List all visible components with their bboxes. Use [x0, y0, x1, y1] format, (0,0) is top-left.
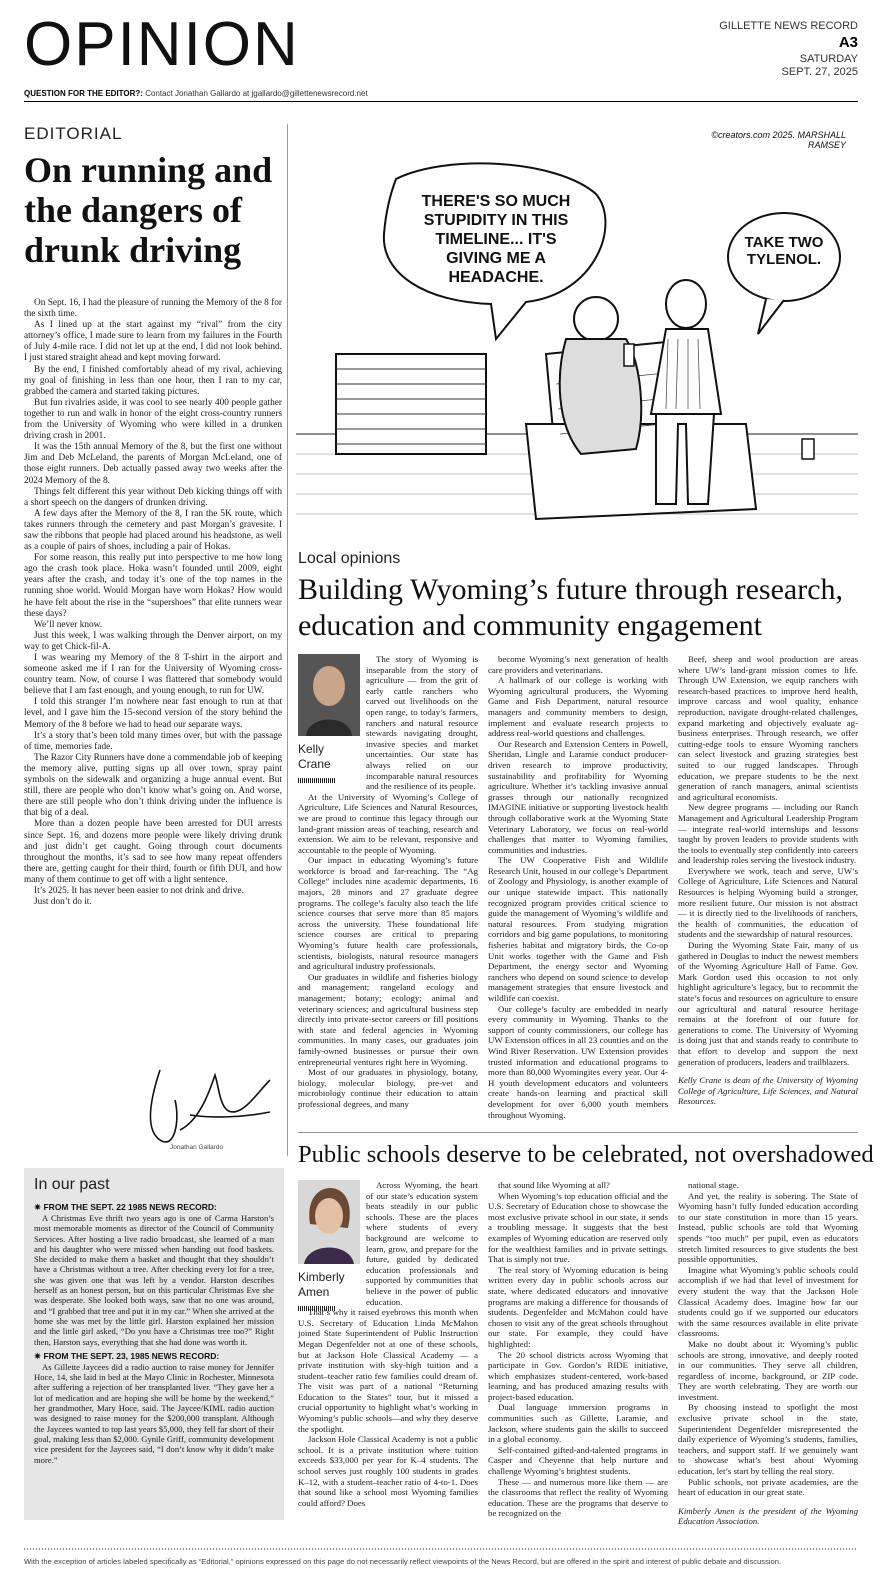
- disclaimer: With the exception of articles labeled specifically as “Editorial,” opinions expressed on this page do not necessarily reflect viewpoints of the News Record, but are offered in the spirit and interest of public debate and discussion.: [24, 1557, 782, 1566]
- paragraph: But fun rivalries aside, it was cool to see nearly 400 people gather together to run and walk in honor of the eight cross-country runners from the University of Wyoming who were killed in a drunken driving crash in 2001.: [24, 397, 282, 442]
- editorial-headline: On running and the dangers of drunk driving: [24, 150, 273, 270]
- paragraph: By the end, I finished comfortably ahead of my rival, achieving my goal of finishing in less than one hour, then I ran to my car, grabbed the camera and started taking pictures.: [24, 364, 282, 397]
- author-first-name: Kelly: [298, 742, 325, 756]
- paragraph: Our Research and Extension Centers in Powell, Sheridan, Lingle and Laramie conduct producer-driven research to improve productivity, sustainability and profitability for Wyoming agriculture. Whether it’s tackling invasive annual grasses through our nationally recognized IMAGINE initiative or supporting livestock health through collaborative work at the Wyoming State Veterinary Laboratory, we focus on real-world challenges that matter to Wyoming families, communities and industries.: [488, 738, 668, 855]
- cartoon-bubble-right: TAKE TWO TYLENOL.: [744, 234, 824, 268]
- paragraph: Public schools, not private academies, are the heart of education in our great state.: [678, 1476, 858, 1498]
- paragraph: Our college’s faculty are embedded in nearly every community in Wyoming. Thanks to the support of county commissioners, our college has UW Extension offices in all 23 counties and on the Wind River Reservation. UW Extension provides trusted information and educational programs to more than 80,000 Wyomingites every year. Our 4-H youth development educators and volunteers create hands-on learning and practical skill development for over 6,000 youth members throughout Wyoming.: [488, 1003, 668, 1120]
- paragraph: More than a dozen people have been arrested for DUI arrests since Sept. 16, and dozens more people were likely driving drunk and just didn’t get caught. Going through court documents throughout the months, it’s sad to see how many repeat offenders there are, getting caught for their third, fourth or fifth DUI, and how many of them continue to get off with a light sentence.: [24, 819, 282, 885]
- paragraph: We’ll never know.: [34, 619, 103, 630]
- cartoon-drawing: [296, 124, 858, 532]
- local-opinions-kicker: Local opinions: [298, 550, 401, 567]
- paragraph: Dual language immersion programs in communities such as Gillette, Laramie, and Jackson, where students gain the skills to succeed in a global economy.: [488, 1402, 668, 1445]
- paragraph: At the University of Wyoming’s College of Agriculture, Life Sciences and Natural Resources, we are proud to continue this legacy through our land-grant mission areas of teaching, research and extension. We aim to be relevant, responsive and accountable to the people of Wyoming.: [298, 791, 478, 855]
- paragraph: As I lined up at the start against my “rival” from the city attorney’s office, I made sure to learn from my failures in the Fourth of July 4-mile race. I did not let up at the end, I did not look behind. I just stared straight ahead and kept moving forward.: [24, 320, 282, 364]
- schools-headline: Public schools deserve to be celebrated, not overshadowed: [298, 1141, 874, 1168]
- paper-info: [719, 20, 858, 80]
- editorial-body: [24, 298, 282, 908]
- paragraph: Across Wyoming, the heart of our state’s education system beats steadily in our public schools. These are the places where students of every background are welcome to learn, grow, and prepare for the future, guided by dedicated education professionals and supported by communities that believe in the power of public education.: [366, 1180, 478, 1307]
- paper-name: GILLETTE NEWS RECORD: [719, 20, 858, 32]
- in-our-past-title: In our past: [34, 1176, 110, 1193]
- author-first-name: Kimberly: [298, 1270, 345, 1284]
- local-opinion-column-3: [678, 654, 858, 1107]
- paragraph: New degree programs — including our Ranch Management and Agricultural Leadership Program — integrate real-world internships and lessons taught by proven leaders to provide students with the tools to eventually step confidently into careers and leadership roles serving the livestock industry.: [678, 802, 858, 866]
- editorial-cartoon: [296, 124, 858, 532]
- schools-column-2: [488, 1180, 668, 1519]
- paragraph: Self-contained gifted-and-talented programs in Casper and Cheyenne that help nurture and challenge Wyoming’s brightest students.: [488, 1444, 668, 1477]
- paragraph: Our graduates in wildlife and fisheries biology and management; rangeland ecology and management; botany; ecology; animal and veterinary sciences; and agricultural business step directly into private-sector careers or fill positions with state and federal agencies in Wyoming communities. In many cases, our graduates join family-owned businesses or pursue their own entrepreneurial ventures right here in Wyoming.: [298, 971, 478, 1067]
- paragraph: By choosing instead to spotlight the most exclusive private school in the state, Superintendent Degenfelder misrepresented the daily experience of Wyoming’s students, families, teachers, and support staff. If we genuinely want to showcase what’s best about Wyoming education, let’s start by telling the real story.: [678, 1402, 858, 1477]
- paragraph: Just don’t do it.: [34, 897, 92, 908]
- paragraph: that sound like Wyoming at all?: [498, 1180, 610, 1190]
- contact-label: QUESTION FOR THE EDITOR?:: [24, 89, 143, 98]
- author-last-name: Amen: [298, 1285, 330, 1299]
- issue-day: SATURDAY: [799, 52, 858, 65]
- paragraph: I told this stranger I’m nowhere near fast enough to run at that level, and I gave him the 15-second version of the story behind the Memory of the 8 before we had to head our separate ways.: [24, 697, 282, 730]
- paragraph: A hallmark of our college is working with Wyoming agricultural producers, the Wyoming Game and Fish Department, natural resource managers and community members to design, implement and evaluate research projects to address real-world questions and challenges.: [488, 675, 668, 739]
- schools-column-1: [298, 1180, 478, 1508]
- paragraph: The story of Wyoming is inseparable from the story of agriculture — from the grit of early cattle ranchers who carved out livelihoods on the open range, to today’s farmers, ranchers and natural resource stewards navigating drought, invasive species and market uncertainties. Our state has always relied on our incomparable natural resources and the resilience of its people.: [366, 654, 478, 792]
- paragraph: A few days after the Memory of the 8, I ran the 5K route, which takes runners through the cemetery and past Morgan’s gravesite. I saw the ribbons that people had placed around his headstone, as well as a couple of pairs of shoes, including a pair of Hokas.: [24, 508, 282, 553]
- local-opinions-headline: Building Wyoming’s future through research, education and community engagement: [298, 573, 844, 642]
- signature: [120, 1060, 280, 1158]
- author-tagline: Kimberly Amen is the president of the Wyoming Education Association.: [678, 1505, 858, 1527]
- past-entry-heading: ✷ FROM THE SEPT. 23, 1985 NEWS RECORD:: [34, 1350, 220, 1361]
- paragraph: That’s why it raised eyebrows this month when U.S. Secretary of Education Linda McMahon joined State Superintendent of Public Instruction Megan Degenfelder not at one of these schools, but at Jackson Hole Classical Academy — a private institution with sky-high tuition and a student–teacher ratio few families could dream of. The visit was part of a national “Returning Education to the States” tour, but it missed a crucial opportunity to highlight what’s working in Wyoming’s public schools—and why they deserve the spotlight.: [298, 1307, 478, 1434]
- cartoon-credit: ©creators.com 2025. MARSHALL RAMSEY: [711, 130, 846, 150]
- paragraph: The real story of Wyoming education is being written every day in public schools across our state, where dedicated educators and innovative programs are making a difference for thousands of students. Degenfelder and McMahon could have chosen to visit any of the great schools throughout our state. For example, they could have highlighted:: [488, 1264, 668, 1349]
- issue-date: SEPT. 27, 2025: [781, 66, 858, 79]
- schools-column-3: [678, 1180, 858, 1527]
- masthead-rule: [24, 101, 858, 102]
- local-opinion-column-1: [298, 654, 478, 1110]
- section-rule: [298, 1132, 858, 1133]
- paragraph: And yet, the reality is sobering. The State of Wyoming hasn’t fully funded education according to our state constitution in more than 15 years. Instead, public schools are told that Wyoming spends “too much” per pupil, even as educators stretch limited resources to give students the best possible opportunities.: [678, 1190, 858, 1265]
- column-divider: [287, 124, 288, 1156]
- local-opinion-column-2: [488, 654, 668, 1120]
- footer-rule: [24, 1548, 858, 1550]
- past-entry-heading: ✷ FROM THE SEPT. 22 1985 NEWS RECORD:: [34, 1202, 217, 1212]
- page-section-title: OPINION: [24, 10, 300, 79]
- paragraph: Imagine what Wyoming’s public schools could accomplish if we had that level of investment for every student the way that the Jackson Hole Classical Academy does. Imagine how far our students could go if we supported our educators with the same resources available in elite private classrooms.: [678, 1264, 858, 1339]
- paragraph: It’s 2025. It has never been easier to not drink and drive.: [34, 885, 244, 896]
- in-our-past-box: [24, 1168, 284, 1520]
- paragraph: During the Wyoming State Fair, many of us gathered in Douglas to induct the newest members of the Wyoming Agriculture Hall of Fame. Gov. Mark Gordon used this occasion to not only highlight agriculture’s legacy, but to recommit the state’s focus and resources on agriculture to ensure our agricultural and natural resource heritage remains at the forefront of our future for generations to come. The University of Wyoming is doing just that and stands ready to contribute to that effort to develop and support the next generation of producers, leaders and trailblazers.: [678, 940, 858, 1067]
- contact-text[interactable]: Contact Jonathan Gallardo at jgallardo@gillettenewsrecord.net: [142, 89, 368, 98]
- paragraph: Our impact in educating Wyoming’s future workforce is broad and far-reaching. The “Ag College” includes nine academic departments, 16 majors, 28 minors and 27 graduate degree programs. The college’s faculty also teach the life science courses that serve more than 85 majors across the university. These foundational life science courses are critical to preparing Wyoming’s future health care professionals, scientists, biologists, natural resource managers and agricultural industry professionals.: [298, 855, 478, 972]
- cartoon-bubble-left: THERE'S SO MUCH STUPIDITY IN THIS TIMELINE... IT'S GIVING ME A HEADACHE.: [421, 193, 571, 286]
- paragraph: national stage.: [688, 1180, 739, 1190]
- paragraph: The UW Cooperative Fish and Wildlife Research Unit, housed in our college’s Department of Zoology and Physiology, is another example of our unique statewide impact. This nationally recognized program provides critical science to guide the management of Wyoming’s wildlife and natural resources. From studying migration corridors and big game populations, to monitoring fisheries habitat and migratory birds, the Co-op Unit works together with the Game and Fish Department, the energy sector and Wyoming ranchers who depend on sound science to develop management strategies that ensure livestock and wildlife can coexist.: [488, 855, 668, 1003]
- paragraph: On Sept. 16, I had the pleasure of running the Memory of the 8 for the sixth time.: [24, 298, 282, 320]
- editorial-kicker: EDITORIAL: [24, 124, 123, 143]
- paragraph: The Razor City Runners have done a commendable job of keeping the memory alive, putting signs up all over town, spray paint symbols on the sidewalk and organizing a huge annual event. But still, there are people who don’t know what’s going on. And worse, there are still people who don’t think driving under the influence is that big of a deal.: [24, 752, 282, 819]
- contact-line: [24, 89, 368, 98]
- paragraph: Most of our graduates in physiology, botany, biology, molecular biology, pre-vet and microbiology continue their education to attain professional degrees, and many: [298, 1067, 478, 1109]
- paragraph: Jackson Hole Classical Academy is not a public school. It is a private institution where tuition exceeds $33,000 per year for K–4 students. The school serves just roughly 100 students in grades K–12, with a student–teacher ratio of 4-to-1. Does that sound like a school most Wyoming families could afford? Does: [298, 1434, 478, 1508]
- page-number: A3: [838, 33, 858, 51]
- paragraph: Beef, sheep and wool production are areas where UW’s land-grant mission comes to life. Through UW Extension, we equip ranchers with research-based practices to improve herd health, improve carcass and wool quality, enhance reproduction, navigate drought-related challenges, expand marketing and objectively evaluate ag-business enterprises. Through research, we offer cutting-edge tools to ensure Wyoming ranchers can select livestock and grazing strategies best suited to our rugged landscapes. Through education, we prepare students to be the next generation of ranch managers, animal scientists and agricultural economists.: [678, 654, 858, 802]
- signature-scribble: [120, 1060, 280, 1150]
- signature-name: Jonathan Gallardo: [170, 1144, 224, 1151]
- paragraph: For some reason, this really put into perspective to me how long ago the crash took place. Hoka wasn’t founded until 2009, eight years after the crash, and today it’s one of the top names in the running shoe world. Would Morgan have worn Hokas? How would he have felt about the rise in the “supershoes” that elite runners wear these days?: [24, 553, 282, 619]
- paragraph: become Wyoming’s next generation of health care providers and veterinarians.: [488, 654, 668, 675]
- paragraph: Make no doubt about it: Wyoming’s public schools are strong, innovative, and deeply rooted in our communities. They serve all children, regardless of income, background, or ZIP code. They are worth celebrating. They are worth our investment.: [678, 1338, 858, 1402]
- paragraph: Just this week, I was walking through the Denver airport, on my way to get Chick-fil-A.: [24, 630, 282, 652]
- author-tagline: Kelly Crane is dean of the University of Wyoming College of Agriculture, Life Sciences, and Natural Resources.: [678, 1075, 858, 1107]
- paragraph: Things felt different this year without Deb kicking things off with a short speech on the dangers of drunken driving.: [24, 486, 282, 508]
- paragraph: It’s a story that’s been told many times over, but with the passage of time, memories fade.: [24, 730, 282, 752]
- author-last-name: Crane: [298, 757, 331, 771]
- paragraph: When Wyoming’s top education official and the U.S. Secretary of Education chose to showcase the most exclusive private school in our state, it sends a troubling message. It suggests that the best examples of Wyoming education are reserved only for the wealthiest families and in private settings. That is simply not true.: [488, 1190, 668, 1265]
- paragraph: I was wearing my Memory of the 8 T-shirt in the airport and someone asked me if I ran for the University of Wyoming cross-country team. Now, of course I was flattered that somebody would believe that I am fast enough, and young enough, to run for UW.: [24, 653, 282, 697]
- paragraph: It was the 15th annual Memory of the 8, but the first one without Jim and Deb McLeland, the parents of Morgan McLeland, one of those eight runners. Deb actually passed away two weeks after the 2024 Memory of the 8.: [24, 442, 282, 486]
- paragraph: These — and numerous more like them — are the classrooms that reflect the reality of Wyoming education. These are the programs that deserve to be recognized on the: [488, 1476, 668, 1519]
- paragraph: Everywhere we work, teach and serve, UW’s College of Agriculture, Life Sciences and Natural Resources is helping Wyoming build a stronger, more resilient future. Our mission is not abstract — it is directly tied to the livelihoods of ranchers, the health of communities, the education of students and the stewardship of natural resources.: [678, 865, 858, 940]
- paragraph: The 20 school districts across Wyoming that participate in Gov. Gordon’s RIDE initiative, which emphasizes student-centered, work-based learning, and has produced amazing results with project-based education.: [488, 1349, 668, 1402]
- past-entry-text: As Gillette Jaycees did a radio auction to raise money for Jennifer Hoce, 14, she laid in bed at the Mayo Clinic in Rochester, Minnesota after suffering a rejection of her transplanted liver. “They gave her a lot of medication and are hoping she will be home by the weekend,” her grandmother, Mary Hoce, said. The Jaycee/KIML radio auction was designed to raise money for the $200,000 transplant. Although the Jaycees wanted to top last years $5,000, they fell far short of their goal, making less than $2,000. Gynile Griff, community development vice president for the Jaycees said, “I don’t know why it didn’t make more.”: [34, 1361, 274, 1465]
- past-entry-text: A Christmas Eve thrift two years ago is one of Carma Harston’s most memorable moments as director of the Council of Community Services. After hosting a live radio broadcast, she learned of a man and his daughter who were missed when handing out food baskets. She decided to make them a basket and thought that they shouldn’t have a Christmas without a tree. After checking every lot for a tree, she was given one that was left by a vendor. Harston describes herself as an honest person, but on this particular Christmas Eve she was desperate. She looked both ways, saw that no one was around, and “I grabbed that tree and put it in my car.” When she arrived at the home she was met by the little girl. Harston explained her mission and the little girl asked, “Do you have a Christmas tree too?” Right then, Harston says, everything that she had done was worth it.: [34, 1213, 274, 1347]
